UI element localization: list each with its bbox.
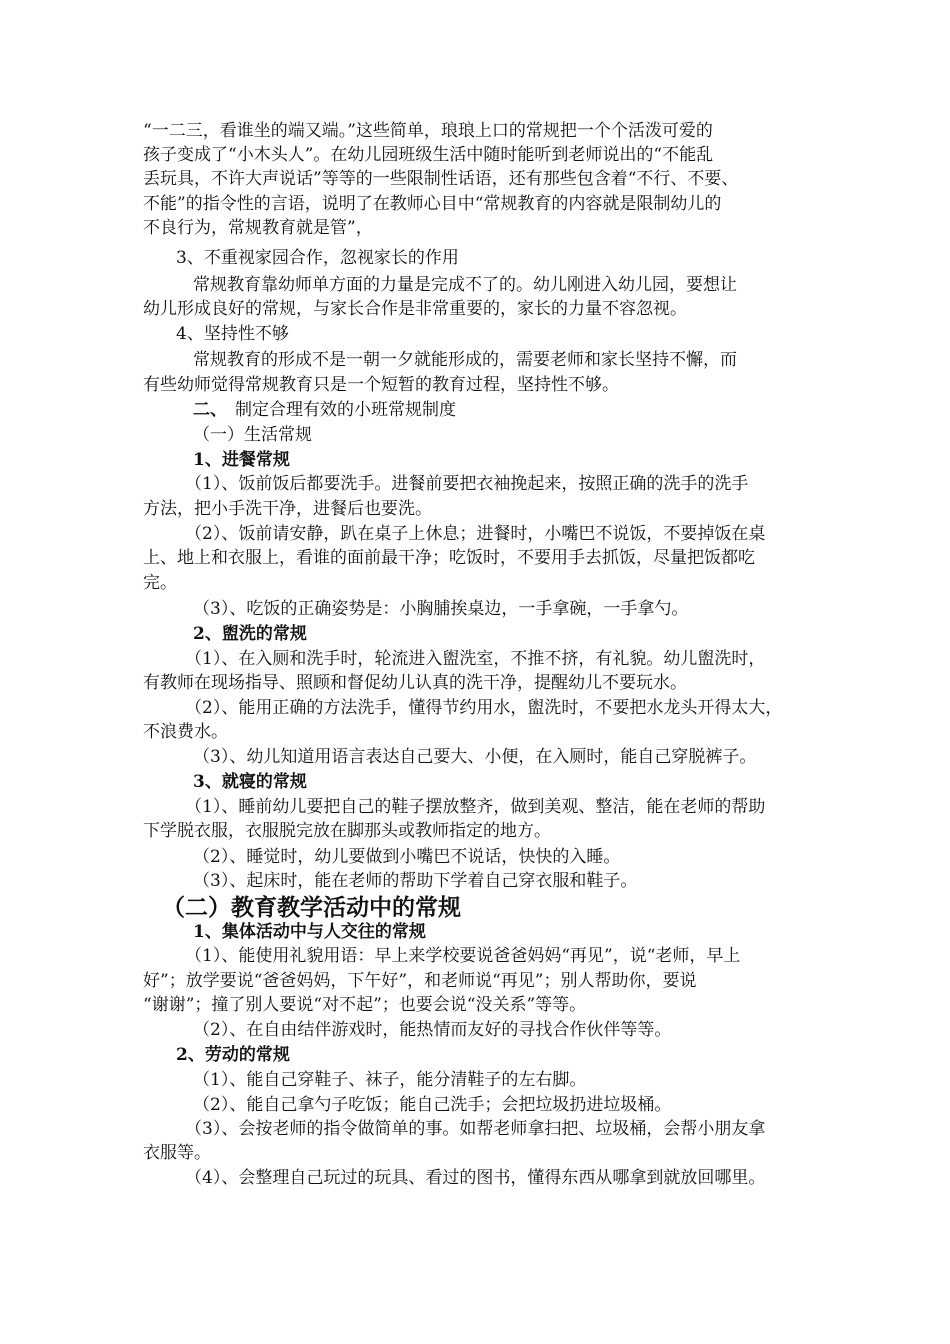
para-line: （2）、睡觉时，幼儿要做到小嘴巴不说话，快快的入睡。 — [193, 847, 621, 867]
section-title: 制定合理有效的小班常规制度 — [235, 400, 456, 420]
para-line: （3）、起床时，能在老师的帮助下学着自己穿衣服和鞋子。 — [193, 871, 638, 891]
subsection-heading: （一）生活常规 — [193, 425, 312, 445]
para-line: 有些幼师觉得常规教育只是一个短暂的教育过程，坚持性不够。 — [143, 375, 619, 395]
para-line: 孩子变成了“小木头人”。在幼儿园班级生活中随时能听到老师说出的“不能乱 — [143, 145, 714, 165]
section-heading-2 — [193, 398, 456, 422]
para-line: 上、地上和衣服上，看谁的面前最干净；吃饭时，不要用手去抓饭，尽量把饭都吃 — [143, 548, 755, 568]
item-heading: 2、劳动的常规 — [176, 1045, 290, 1065]
para-line: “一二三，看谁坐的端又端。”这些简单，琅琅上口的常规把一个个活泼可爱的 — [143, 121, 713, 141]
para-line: 常规教育的形成不是一朝一夕就能形成的，需要老师和家长坚持不懈，而 — [193, 350, 737, 370]
section-number: 二、 — [193, 400, 227, 420]
para-line: 幼儿形成良好的常规，与家长合作是非常重要的，家长的力量不容忽视。 — [143, 299, 687, 319]
para-line: （2）、饭前请安静，趴在桌子上休息；进餐时，小嘴巴不说饭，不要掉饭在桌 — [185, 524, 766, 544]
para-line: （4）、会整理自己玩过的玩具、看过的图书，懂得东西从哪拿到就放回哪里。 — [185, 1168, 766, 1188]
para-line: 好”；放学要说“爸爸妈妈，下午好”，和老师说“再见”；别人帮助你，要说 — [143, 971, 697, 991]
para-line: （1）、在入厕和洗手时，轮流进入盥洗室，不推不挤，有礼貌。幼儿盥洗时， — [185, 649, 766, 669]
item-heading: 3、就寝的常规 — [193, 772, 307, 792]
para-line: （1）、能自己穿鞋子、袜子，能分清鞋子的左右脚。 — [193, 1070, 587, 1090]
item-heading: 1、进餐常规 — [193, 450, 290, 470]
para-line: （1）、睡前幼儿要把自己的鞋子摆放整齐，做到美观、整洁，能在老师的帮助 — [185, 797, 766, 817]
heading-4: 4、坚持性不够 — [176, 324, 289, 344]
para-line: 衣服等。 — [143, 1143, 211, 1163]
para-line: 丢玩具，不许大声说话”等等的一些限制性话语，还有那些包含着“不行、不要、 — [143, 169, 739, 189]
para-line: 下学脱衣服，衣服脱完放在脚那头或教师指定的地方。 — [143, 821, 551, 841]
item-heading: 1、集体活动中与人交往的常规 — [193, 922, 426, 942]
item-heading: 2、盥洗的常规 — [193, 624, 307, 644]
para-line: 常规教育靠幼师单方面的力量是完成不了的。幼儿刚进入幼儿园，要想让 — [193, 275, 737, 295]
para-line: （2）、在自由结伴游戏时，能热情而友好的寻找合作伙伴等等。 — [193, 1020, 672, 1040]
heading-3: 3、不重视家园合作，忽视家长的作用 — [176, 248, 459, 268]
section-heading-large: （二）教育教学活动中的常规 — [162, 894, 461, 921]
para-line: （3）、幼儿知道用语言表达自己要大、小便，在入厕时，能自己穿脱裤子。 — [193, 747, 757, 767]
para-line: “谢谢”；撞了别人要说“对不起”；也要会说“没关系”等等。 — [143, 995, 587, 1015]
para-line: （1）、能使用礼貌用语：早上来学校要说爸爸妈妈“再见”，说“老师，早上 — [185, 946, 741, 966]
para-line: 方法，把小手洗干净，进餐后也要洗。 — [143, 499, 432, 519]
para-line: 不良行为，常规教育就是管”， — [143, 218, 373, 238]
para-line: （3）、吃饭的正确姿势是：小胸脯挨桌边，一手拿碗，一手拿勺。 — [193, 599, 689, 619]
para-line: （2）、能自己拿勺子吃饭；能自己洗手；会把垃圾扔进垃圾桶。 — [193, 1095, 672, 1115]
para-line: 不浪费水。 — [143, 722, 228, 742]
para-line: 完。 — [143, 573, 177, 593]
para-line: （2）、能用正确的方法洗手，懂得节约用水，盥洗时，不要把水龙头开得太大， — [185, 698, 783, 718]
para-line: 不能”的指令性的言语，说明了在教师心目中“常规教育的内容就是限制幼儿的 — [143, 194, 722, 214]
para-line: （3）、会按老师的指令做简单的事。如帮老师拿扫把、垃圾桶，会帮小朋友拿 — [185, 1119, 766, 1139]
para-line: （1）、饭前饭后都要洗手。进餐前要把衣袖挽起来，按照正确的洗手的洗手 — [185, 474, 749, 494]
para-line: 有教师在现场指导、照顾和督促幼儿认真的洗干净，提醒幼儿不要玩水。 — [143, 673, 687, 693]
